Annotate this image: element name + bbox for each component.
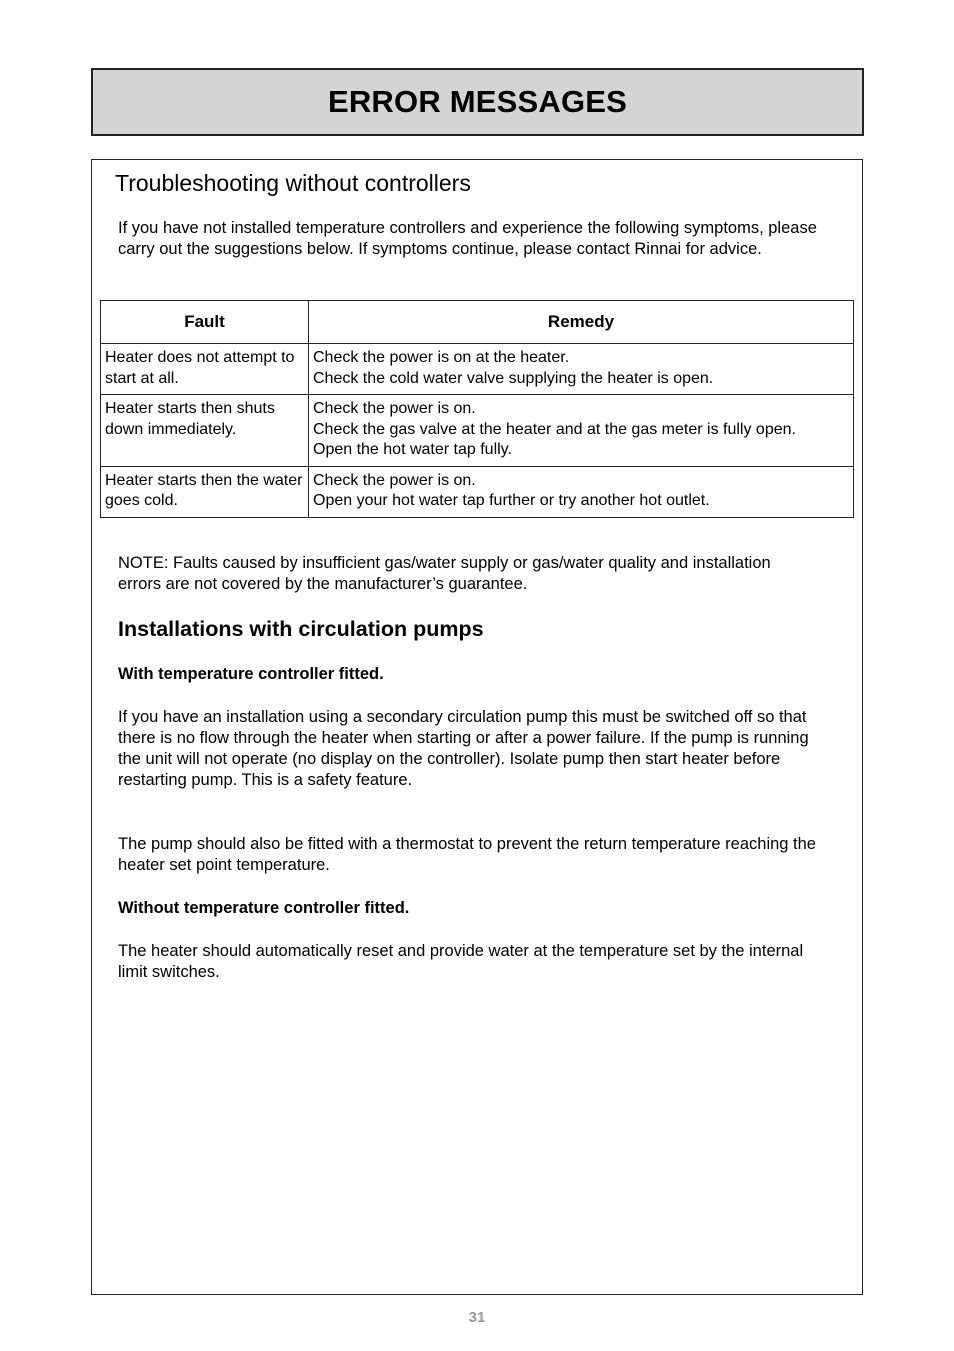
fault-cell: Heater does not attempt to start at all. bbox=[101, 344, 309, 395]
table-row bbox=[101, 466, 854, 517]
remedy-line: Check the cold water valve supplying the heater is open. bbox=[313, 369, 714, 387]
fault-column-header: Fault bbox=[101, 301, 309, 344]
intro-paragraph: If you have not installed temperature controllers and experience the following symptoms, please carry out the suggestions below. If symptoms continue, please contact Rinnai for advice. bbox=[118, 219, 817, 258]
fault-remedy-table bbox=[100, 300, 854, 518]
remedy-cell bbox=[309, 466, 854, 517]
with-controller-paragraph: If you have an installation using a secondary circulation pump this must be switched off so that there is no flow through the heater when starting or after a power failure. If the pump is running the unit will not operate (no display on the controller). Isolate pump then start heater before restarting pump. This is a safety feature. bbox=[118, 708, 809, 789]
without-controller-paragraph: The heater should automatically reset and provide water at the temperature set by the internal limit switches. bbox=[118, 942, 804, 981]
page-number: 31 bbox=[468, 1309, 486, 1326]
with-controller-heading: With temperature controller fitted. bbox=[118, 665, 384, 683]
fault-cell: Heater starts then the water goes cold. bbox=[101, 466, 309, 517]
troubleshooting-title: Troubleshooting without controllers bbox=[115, 170, 471, 196]
table-header-row bbox=[101, 301, 854, 344]
remedy-line: Check the gas valve at the heater and at the gas meter is fully open. bbox=[313, 420, 796, 438]
thermostat-paragraph: The pump should also be fitted with a thermostat to prevent the return temperature reaching the heater set point temperature. bbox=[118, 835, 816, 874]
remedy-column-header: Remedy bbox=[309, 301, 854, 344]
remedy-line: Check the power is on. bbox=[313, 471, 476, 489]
page-title: ERROR MESSAGES bbox=[327, 84, 628, 119]
remedy-line: Check the power is on. bbox=[313, 400, 476, 417]
remedy-line: Check the power is on at the heater. bbox=[313, 349, 570, 366]
remedy-cell bbox=[309, 344, 854, 395]
content-panel bbox=[91, 159, 863, 1295]
remedy-line: Open the hot water tap fully. bbox=[313, 441, 512, 458]
fault-cell: Heater starts then shuts down immediately. bbox=[101, 395, 309, 467]
title-banner bbox=[91, 68, 864, 136]
pumps-section-title: Installations with circulation pumps bbox=[118, 617, 484, 641]
remedy-cell bbox=[309, 395, 854, 467]
table-row bbox=[101, 395, 854, 467]
table-row bbox=[101, 344, 854, 395]
remedy-line: Open your hot water tap further or try another hot outlet. bbox=[313, 492, 710, 509]
without-controller-heading: Without temperature controller fitted. bbox=[118, 899, 410, 917]
note-paragraph: NOTE: Faults caused by insufficient gas/water supply or gas/water quality and installation errors are not covered by the manufacturer’s guarantee. bbox=[118, 554, 771, 593]
